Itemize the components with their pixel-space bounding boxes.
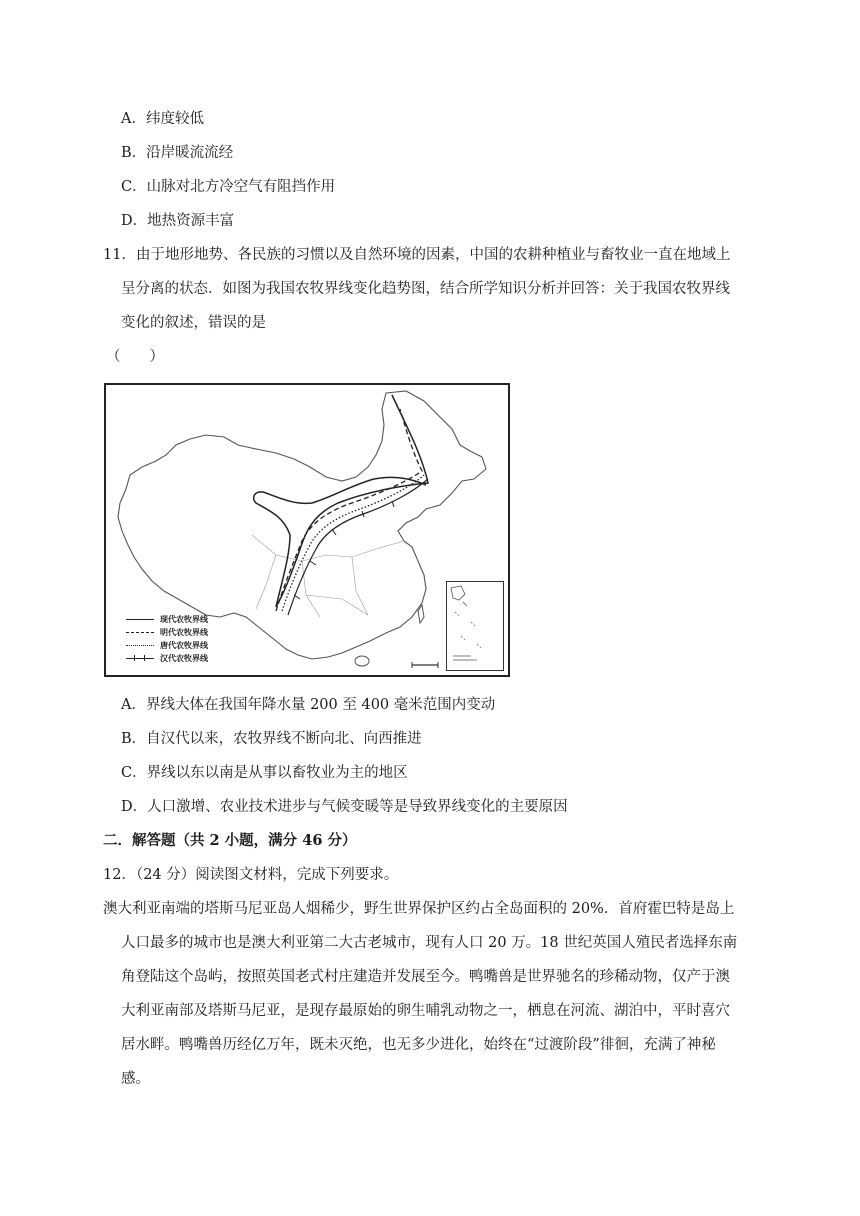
option-10b: B．沿岸暖流流经	[121, 145, 234, 161]
scale-bar	[412, 662, 438, 668]
answer-parentheses: （ ）	[106, 349, 164, 365]
han-line-ticks	[294, 501, 394, 599]
map-legend	[126, 613, 208, 665]
option-10a: A．纬度较低	[121, 111, 204, 127]
question-12-material-line5: 居水畔。鸭嘴兽历经亿万年，既未灭绝，也无多少进化，始终在“过渡阶段”徘徊，充满了神秘	[121, 1037, 716, 1053]
south-china-sea-inset	[446, 581, 504, 671]
question-11-stem-line3: 变化的叙述，错误的是	[121, 315, 266, 331]
option-10c: C．山脉对北方冷空气有阻挡作用	[121, 179, 336, 195]
question-12-material-line4: 大利亚南部及塔斯马尼亚，是现存最原始的卵生哺乳动物之一，栖息在河流、湖泊中，平时喜穴	[121, 1003, 730, 1019]
modern-boundary-line	[254, 395, 428, 607]
legend-han-label: 汉代农牧界线	[160, 654, 208, 663]
legend-ming-swatch	[126, 632, 154, 633]
legend-han-swatch	[126, 658, 154, 659]
legend-tang-label: 唐代农牧界线	[160, 641, 208, 650]
inset-map	[447, 582, 501, 668]
option-11a: A．界线大体在我国年降水量 200 至 400 毫米范围内变动	[121, 697, 496, 713]
question-12-material-line2: 人口最多的城市也是澳大利亚第二大古老城市，现有人口 20 万。18 世纪英国人殖民者选择东南	[121, 935, 738, 951]
legend-ming	[126, 626, 208, 639]
tang-boundary-line	[282, 475, 424, 611]
legend-modern-swatch	[126, 619, 154, 620]
ming-boundary-line	[276, 409, 422, 611]
province-lines	[252, 535, 404, 617]
legend-modern	[126, 613, 208, 626]
hainan-island	[355, 656, 369, 666]
option-10d: D．地热资源丰富	[121, 213, 235, 229]
question-12-material-line3: 角登陆这个岛屿，按照英国老式村庄建造并发展至今。鸭嘴兽是世界驰名的珍稀动物，仅产于澳	[121, 969, 730, 985]
question-12-material-line6: 感。	[121, 1071, 150, 1087]
question-12-stem: 12．（24 分）阅读图文材料，完成下列要求。	[103, 867, 399, 883]
legend-tang-swatch	[126, 645, 154, 646]
legend-tang	[126, 639, 208, 652]
option-11b: B．自汉代以来，农牧界线不断向北、向西推进	[121, 731, 422, 747]
option-11c: C．界线以东以南是从事以畜牧业为主的地区	[121, 765, 408, 781]
legend-ming-label: 明代农牧界线	[160, 628, 208, 637]
legend-han	[126, 652, 208, 665]
option-11d: D．人口激增、农业技术进步与气候变暖等是导致界线变化的主要原因	[121, 799, 568, 815]
legend-modern-label: 现代农牧界线	[160, 615, 208, 624]
question-11-stem-line2: 呈分离的状态．如图为我国农牧界线变化趋势图，结合所学知识分析并回答：关于我国农牧界线	[121, 281, 730, 297]
question-12-material-line1: 澳大利亚南端的塔斯马尼亚岛人烟稀少，野生世界保护区约占全岛面积的 20%．首府霍巴特是岛上	[103, 901, 735, 917]
agro-pastoral-boundary-map	[104, 383, 510, 677]
question-11-stem-line1: 11．由于地形地势、各民族的习惯以及自然环境的因素，中国的农耕种植业与畜牧业一直在地域上	[103, 247, 731, 263]
section-2-heading: 二．解答题（共 2 小题，满分 46 分）	[103, 832, 357, 849]
